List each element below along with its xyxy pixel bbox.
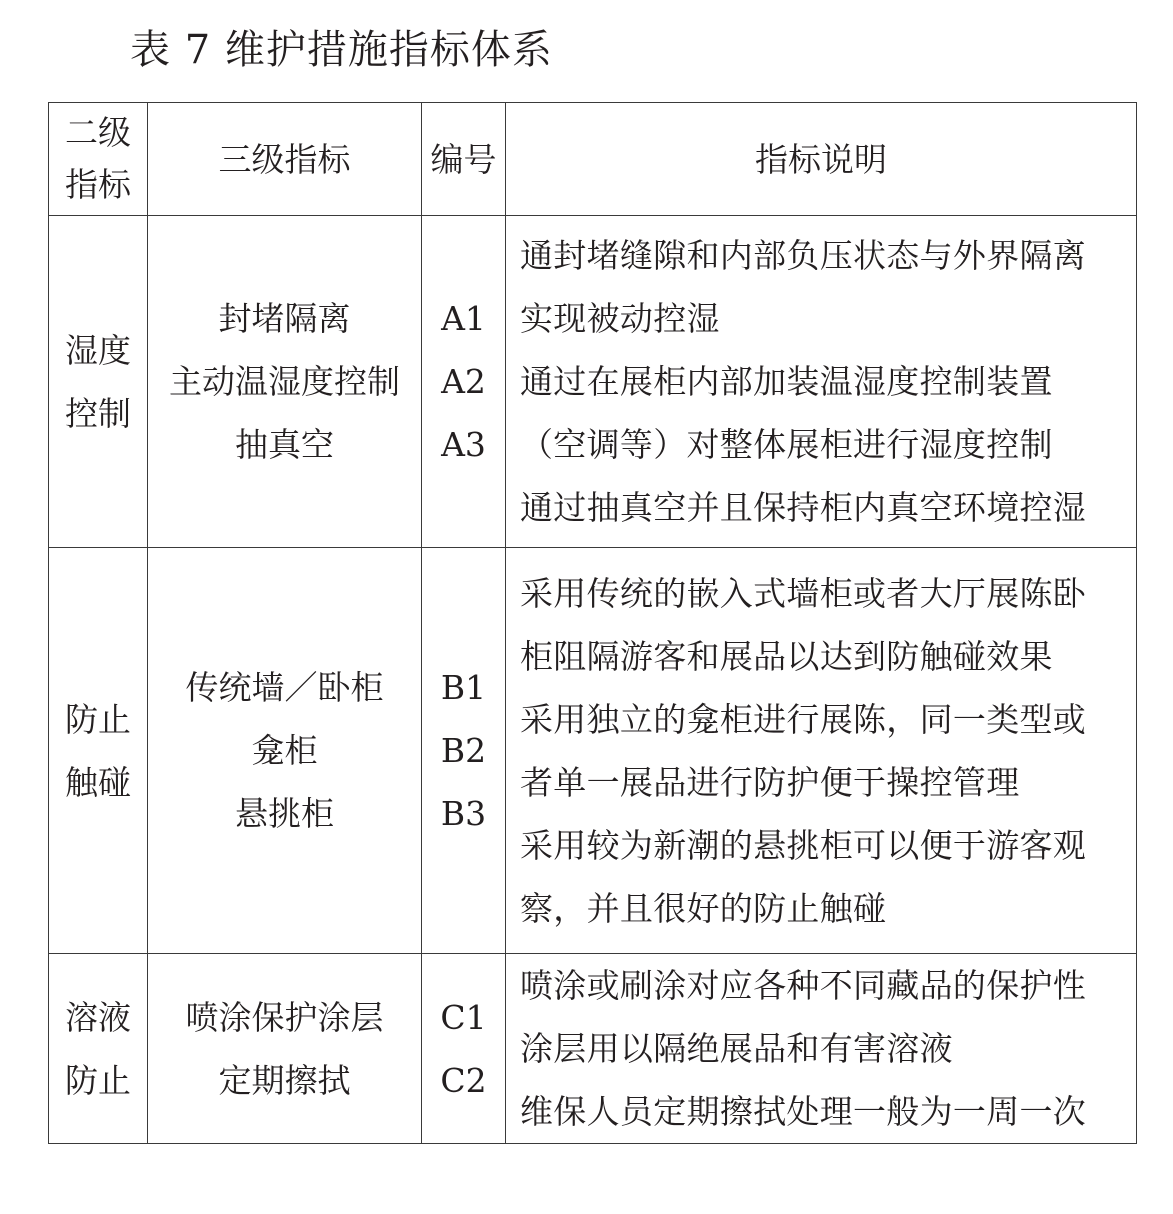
table-row <box>49 954 1137 1144</box>
tertiary-indicator: 定期擦拭 <box>218 1060 351 1100</box>
secondary-indicator-line: 湿度 <box>65 330 131 370</box>
description-line: 察，并且很好的防止触碰 <box>520 888 887 928</box>
description-line: 喷涂或刷涂对应各种不同藏品的保护性 <box>520 966 1087 1005</box>
secondary-indicator-cell <box>49 954 148 1144</box>
header-description: 指标说明 <box>506 103 1137 216</box>
header-code: 编号 <box>422 103 506 216</box>
description-cell <box>506 548 1137 954</box>
indicator-code: B3 <box>440 794 487 833</box>
header-secondary-line: 指标 <box>65 165 131 204</box>
description-line: 柜阻隔游客和展品以达到防触碰效果 <box>520 636 1053 676</box>
description-line: 采用传统的嵌入式墙柜或者大厅展陈卧 <box>520 573 1087 613</box>
description-line: 维保人员定期擦拭处理一般为一周一次 <box>520 1092 1087 1131</box>
code-cell <box>422 954 506 1144</box>
indicator-code: A3 <box>441 425 486 464</box>
tertiary-indicator: 主动温湿度控制 <box>169 362 400 401</box>
tertiary-indicator: 抽真空 <box>235 425 334 464</box>
indicator-code: B2 <box>440 731 487 770</box>
description-line: 采用较为新潮的悬挑柜可以便于游客观 <box>520 825 1087 865</box>
description-line: 通过在展柜内部加装温湿度控制装置 <box>520 362 1053 401</box>
description-line: 实现被动控湿 <box>520 299 720 338</box>
secondary-indicator-cell <box>49 216 148 548</box>
indicator-code: C2 <box>440 1060 487 1100</box>
code-cell <box>422 548 506 954</box>
header-secondary-indicator <box>49 103 148 216</box>
description-cell <box>506 954 1137 1144</box>
table-row <box>49 548 1137 954</box>
maintenance-indicator-table <box>48 102 1137 1144</box>
secondary-indicator-cell <box>49 548 148 954</box>
indicator-code: A1 <box>441 299 486 338</box>
header-row <box>49 103 1137 216</box>
tertiary-indicator-cell <box>148 216 422 548</box>
indicator-code: B1 <box>440 668 487 707</box>
tertiary-indicator: 悬挑柜 <box>235 794 334 833</box>
description-line: （空调等）对整体展柜进行湿度控制 <box>520 425 1053 464</box>
indicator-code: C1 <box>440 997 487 1037</box>
description-line: 通过抽真空并且保持柜内真空环境控湿 <box>520 488 1087 527</box>
tertiary-indicator: 龛柜 <box>251 731 318 770</box>
secondary-indicator-line: 防止 <box>65 1060 131 1100</box>
description-line: 通封堵缝隙和内部负压状态与外界隔离 <box>520 236 1087 275</box>
secondary-indicator-line: 防止 <box>65 699 131 739</box>
secondary-indicator-line: 触碰 <box>65 762 131 802</box>
table-row <box>49 216 1137 548</box>
description-line: 涂层用以隔绝展品和有害溶液 <box>520 1029 953 1068</box>
secondary-indicator-line: 控制 <box>65 393 131 433</box>
tertiary-indicator-cell <box>148 548 422 954</box>
header-tertiary-indicator: 三级指标 <box>148 103 422 216</box>
table-title: 表 7 维护措施指标体系 <box>130 27 553 73</box>
tertiary-indicator-cell <box>148 954 422 1144</box>
description-line: 者单一展品进行防护便于操控管理 <box>520 762 1020 802</box>
description-cell <box>506 216 1137 548</box>
secondary-indicator-line: 溶液 <box>65 997 131 1037</box>
code-cell <box>422 216 506 548</box>
header-secondary-line: 二级 <box>65 113 131 152</box>
description-line: 采用独立的龛柜进行展陈，同一类型或 <box>520 699 1087 739</box>
tertiary-indicator: 喷涂保护涂层 <box>185 997 384 1037</box>
tertiary-indicator: 封堵隔离 <box>218 299 351 338</box>
indicator-code: A2 <box>441 362 486 401</box>
tertiary-indicator: 传统墙／卧柜 <box>185 668 384 707</box>
